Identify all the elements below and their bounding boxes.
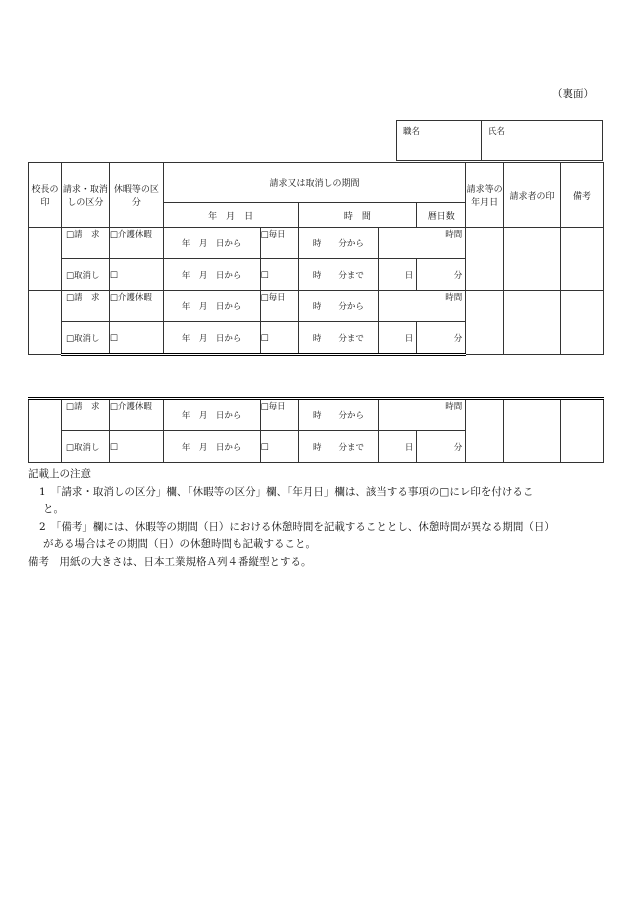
header-date: 年 月 日 [163, 203, 298, 228]
cancel-checkbox[interactable]: □取消し [61, 431, 109, 463]
note-item-1-cont: と。 [43, 503, 64, 515]
request-checkbox[interactable]: □請 求 [61, 228, 109, 259]
date-from[interactable]: 年 月 日から [163, 291, 260, 322]
note-item-2: 2 「備考」欄には、休暇等の期間（日）における休憩時間を記載することとし、休憩時間が異なる期間（日） [39, 520, 555, 533]
hours-cell[interactable]: 時間 [379, 399, 466, 431]
note-item-1: 1 「請求・取消しの区分」欄、「休暇等の区分」欄、「年月日」欄は、該当する事項の□にレ印を付けるこ [39, 485, 534, 498]
requester-seal-cell[interactable] [504, 291, 561, 355]
request-date-cell[interactable] [466, 399, 504, 463]
name-box [396, 120, 603, 161]
cancel-checkbox[interactable]: □取消し [61, 322, 109, 355]
remarks-cell[interactable] [561, 228, 604, 291]
care-leave-checkbox[interactable]: □介護休暇 [109, 399, 163, 431]
time-to[interactable]: 時 分まで [298, 322, 379, 355]
days-cell[interactable]: 日 [379, 431, 417, 463]
minutes-cell[interactable]: 分 [417, 431, 466, 463]
name-field[interactable] [482, 121, 603, 161]
days-cell[interactable]: 日 [379, 322, 417, 355]
remarks-cell[interactable] [561, 399, 604, 463]
time-from[interactable]: 時 分から [298, 228, 379, 259]
header-request-date: 請求等の年月日 [466, 163, 504, 228]
request-checkbox[interactable]: □請 求 [61, 399, 109, 431]
notes-section [28, 466, 608, 571]
hours-cell[interactable]: 時間 [379, 291, 466, 322]
leave-request-table-continued [28, 397, 604, 463]
header-time: 時 間 [298, 203, 417, 228]
date-from[interactable]: 年 月 日から [163, 228, 260, 259]
request-date-cell[interactable] [466, 291, 504, 355]
other-leave-checkbox[interactable]: □ [109, 431, 163, 463]
cancel-checkbox[interactable]: □取消し [61, 259, 109, 291]
hours-cell[interactable]: 時間 [379, 228, 466, 259]
note-item-2-cont: がある場合はその期間（日）の休憩時間も記載すること。 [43, 538, 316, 550]
daily-checkbox[interactable]: □毎日 [260, 291, 298, 322]
requester-seal-cell[interactable] [504, 399, 561, 463]
leave-request-table [28, 162, 604, 356]
date-from[interactable]: 年 月 日から [163, 399, 260, 431]
time-from[interactable]: 時 分から [298, 399, 379, 431]
date-to[interactable]: 年 月 日から [163, 322, 260, 355]
days-cell[interactable]: 日 [379, 259, 417, 291]
paper-size-remark: 備考 用紙の大きさは、日本工業規格Ａ列４番縦型とする。 [28, 555, 312, 568]
header-remarks: 備考 [561, 163, 604, 228]
minutes-cell[interactable]: 分 [417, 259, 466, 291]
care-leave-checkbox[interactable]: □介護休暇 [109, 291, 163, 322]
header-principal-seal: 校長の印 [29, 163, 62, 228]
principal-seal-cell[interactable] [29, 399, 62, 463]
time-to[interactable]: 時 分まで [298, 431, 379, 463]
minutes-cell[interactable]: 分 [417, 322, 466, 355]
job-title-field[interactable] [397, 121, 482, 161]
header-leave-category: 休暇等の区分 [109, 163, 163, 228]
remarks-cell[interactable] [561, 291, 604, 355]
notes-title: 記載上の注意 [28, 468, 91, 480]
request-date-cell[interactable] [466, 228, 504, 291]
daily-checkbox[interactable]: □毎日 [260, 228, 298, 259]
blank-checkbox[interactable]: □ [260, 259, 298, 291]
side-label: （裏面） [552, 88, 594, 100]
principal-seal-cell[interactable] [29, 291, 62, 355]
job-title-label: 職名 [403, 127, 421, 137]
other-leave-checkbox[interactable]: □ [109, 322, 163, 355]
principal-seal-cell[interactable] [29, 228, 62, 291]
other-leave-checkbox[interactable]: □ [109, 259, 163, 291]
header-requester-seal: 請求者の印 [504, 163, 561, 228]
date-to[interactable]: 年 月 日から [163, 259, 260, 291]
care-leave-checkbox[interactable]: □介護休暇 [109, 228, 163, 259]
date-to[interactable]: 年 月 日から [163, 431, 260, 463]
header-period: 請求又は取消しの期間 [163, 163, 465, 203]
blank-checkbox[interactable]: □ [260, 431, 298, 463]
name-label: 氏名 [488, 127, 506, 137]
header-request-cancel: 請求・取消しの区分 [61, 163, 109, 228]
requester-seal-cell[interactable] [504, 228, 561, 291]
time-from[interactable]: 時 分から [298, 291, 379, 322]
time-to[interactable]: 時 分まで [298, 259, 379, 291]
request-checkbox[interactable]: □請 求 [61, 291, 109, 322]
blank-checkbox[interactable]: □ [260, 322, 298, 355]
header-calendar-days: 暦日数 [417, 203, 466, 228]
daily-checkbox[interactable]: □毎日 [260, 399, 298, 431]
